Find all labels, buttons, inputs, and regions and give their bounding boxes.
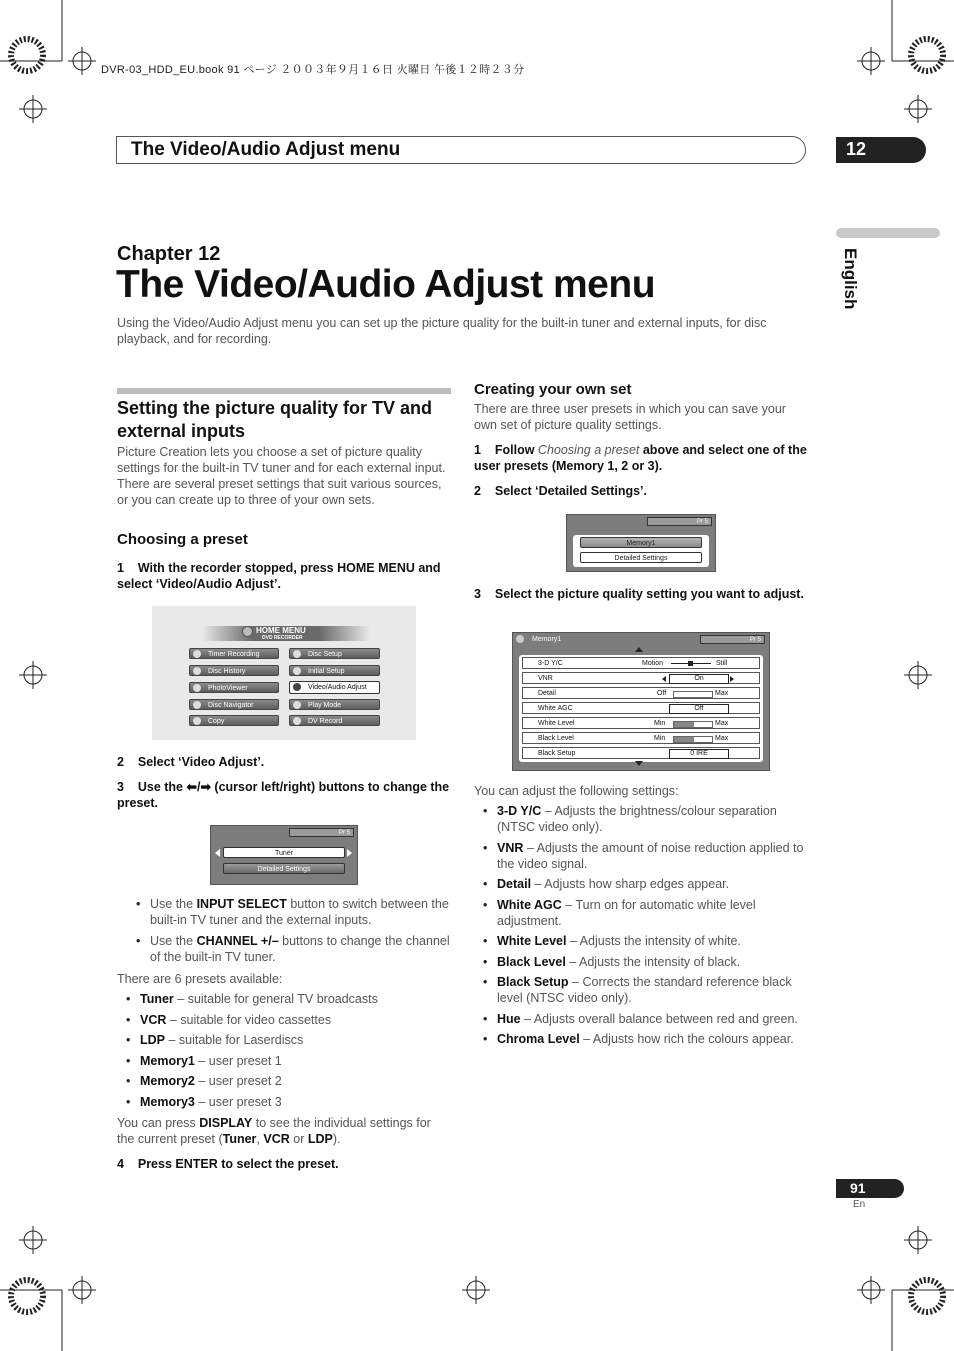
scroll-down-icon[interactable] (635, 761, 643, 766)
step-text: Select ‘Video Adjust’. (137, 755, 265, 769)
step-text: Press ENTER to select the preset. (137, 1157, 339, 1171)
step-text: Select the picture quality setting you want to adjust. (494, 587, 804, 601)
presets-list (117, 991, 451, 1114)
list-item: • White Level – Adjusts the intensity of white. (474, 933, 808, 949)
step-text: With the recorder stopped, press HOME MENU and select ‘Video/Audio Adjust’. (117, 561, 441, 591)
menu-item-video-audio-adjust[interactable]: Video/Audio Adjust (289, 681, 380, 694)
step-3: 3 Use the ⬅/➡ (cursor left/right) buttons to change the preset. (117, 780, 450, 810)
menu-item-dv-record[interactable]: DV Record (289, 715, 380, 726)
screen-title: Memory1 (532, 636, 562, 643)
chapter-label: Chapter 12 (117, 243, 221, 265)
list-item: • Use the INPUT SELECT button to switch between the built-in TV tuner and the external inputs. (127, 896, 451, 928)
arrow-right-icon[interactable] (730, 676, 734, 682)
subheading-creating-set: Creating your own set (474, 381, 632, 398)
arrow-left-icon[interactable] (215, 849, 220, 857)
section-rule (117, 388, 451, 394)
list-item: • Detail – Adjusts how sharp edges appear. (474, 876, 808, 892)
setting-row-black-level[interactable]: Black Level Min Max (522, 732, 760, 744)
language-label: English (841, 248, 860, 310)
play-icon (293, 701, 301, 709)
list-item: • Memory1 – user preset 1 (117, 1053, 451, 1069)
list-item: • VNR – Adjusts the amount of noise reduction applied to the video signal. (474, 840, 808, 872)
list-item: • White AGC – Turn on for automatic white level adjustment. (474, 897, 808, 929)
section-heading: Setting the picture quality for TV and external inputs (117, 398, 433, 441)
chapter-number: 12 (846, 139, 867, 159)
disc-icon (516, 635, 524, 643)
step-number: 1 (474, 443, 481, 457)
page-title: The Video/Audio Adjust menu (116, 263, 656, 306)
step-number: 3 (474, 587, 481, 601)
menu-item-play-mode[interactable]: Play Mode (289, 699, 380, 710)
channel-indicator: Pr 5 (700, 635, 765, 644)
step-text: Select ‘Detailed Settings’. (494, 484, 647, 498)
menu-item-disc-navigator[interactable]: Disc Navigator (189, 699, 279, 710)
step-number: 2 (474, 484, 481, 498)
menu-item-timer-recording[interactable]: Timer Recording (189, 648, 279, 659)
dv-icon (293, 717, 301, 725)
step-number: 1 (117, 561, 124, 575)
menu-item-disc-history[interactable]: Disc History (189, 665, 279, 676)
input-channel-bullets (117, 896, 451, 969)
page-number-tab (836, 1179, 904, 1198)
detailed-settings-button[interactable]: Detailed Settings (580, 552, 702, 563)
preset-value[interactable]: Tuner (223, 847, 345, 858)
file-header: DVR-03_HDD_EU.book 91 ページ ２００３年９月１６日 火曜日 午後１２時２３分 (101, 64, 525, 76)
intro-paragraph: Using the Video/Audio Adjust menu you can set up the picture quality for the built-in tuner and external inputs, for disc playback, and for recording. (117, 316, 767, 346)
detailed-settings-screen (512, 632, 770, 771)
step-4 (117, 1156, 339, 1172)
menu-item-copy[interactable]: Copy (189, 715, 279, 726)
channel-indicator: Pr 5 (647, 517, 712, 526)
setting-row-vnr[interactable]: VNR On (522, 672, 760, 684)
list-item: • VCR – suitable for video cassettes (117, 1012, 451, 1028)
step-number: 2 (117, 755, 124, 769)
settings-intro: You can adjust the following settings: (474, 784, 679, 798)
setting-row-3d-yc[interactable]: 3-D Y/C Motion Still (522, 657, 760, 669)
arrow-right-icon[interactable] (347, 849, 352, 857)
slider-track[interactable] (673, 736, 713, 743)
section-header-title: The Video/Audio Adjust menu (131, 139, 401, 160)
page-number: 91 (850, 1180, 866, 1196)
slider-track[interactable] (673, 691, 713, 698)
setting-row-black-setup[interactable]: Black Setup 0 IRE (522, 747, 760, 759)
memory-screen (566, 514, 716, 572)
section-header-bar (116, 136, 806, 164)
section-paragraph: Picture Creation lets you choose a set of picture quality settings for the built-in TV tuner and for each external input. There are several preset settings that suit various sources, or you can create up to three of your own sets. (117, 445, 446, 507)
menu-item-photoviewer[interactable]: PhotoViewer (189, 682, 279, 693)
settings-list (474, 803, 808, 1052)
list-item: • LDP – suitable for Laserdiscs (117, 1032, 451, 1048)
language-tab (836, 248, 866, 328)
step-1 (117, 560, 451, 592)
display-note: You can press DISPLAY to see the individual settings for the current preset (Tuner, VCR or LDP). (117, 1116, 431, 1146)
step-2 (117, 754, 264, 770)
right-step-1: 1 Follow Choosing a preset above and select one of the user presets (Memory 1, 2 or 3). (474, 443, 807, 473)
clock-icon (193, 650, 201, 658)
list-item: • Memory2 – user preset 2 (117, 1073, 451, 1089)
menu-item-initial-setup[interactable]: Initial Setup (289, 665, 380, 676)
slider-track[interactable] (673, 721, 713, 728)
home-menu-subtitle: DVD RECORDER (262, 635, 303, 641)
navigator-icon (193, 701, 201, 709)
language-code: En (853, 1199, 866, 1210)
step-number: 4 (117, 1157, 124, 1171)
setup-icon (293, 667, 301, 675)
presets-intro: There are 6 presets available: (117, 972, 283, 986)
arrow-left-icon[interactable] (662, 676, 666, 682)
list-item: • Hue – Adjusts overall balance between red and green. (474, 1011, 808, 1027)
right-step-2 (474, 483, 647, 499)
scroll-up-icon[interactable] (635, 647, 643, 652)
list-item: • Use the CHANNEL +/– buttons to change the channel of the built-in TV tuner. (127, 933, 451, 965)
channel-indicator: Pr 5 (289, 828, 354, 837)
disc-setup-icon (293, 650, 301, 658)
disc-icon (242, 626, 253, 637)
list-item: • Tuner – suitable for general TV broadcasts (117, 991, 451, 1007)
list-item: • 3-D Y/C – Adjusts the brightness/colour separation (NTSC video only). (474, 803, 808, 835)
chapter-number-tab (836, 137, 926, 163)
disc-icon (193, 667, 201, 675)
cursor-arrows-icon: ⬅/➡ (186, 780, 211, 794)
detailed-settings-button[interactable]: Detailed Settings (223, 863, 345, 874)
setting-row-detail[interactable]: Detail Off Max (522, 687, 760, 699)
right-step-3 (474, 586, 808, 602)
subheading-choosing-preset: Choosing a preset (117, 531, 248, 548)
list-item: • Black Level – Adjusts the intensity of black. (474, 954, 808, 970)
step-number: 3 (117, 780, 124, 794)
memory-preset-value[interactable]: Memory1 (580, 537, 702, 548)
setting-row-white-level[interactable]: White Level Min Max (522, 717, 760, 729)
setting-row-white-agc[interactable]: White AGC Off (522, 702, 760, 714)
menu-item-disc-setup[interactable]: Disc Setup (289, 648, 380, 659)
list-item: • Memory3 – user preset 3 (117, 1094, 451, 1110)
slider-knob[interactable] (688, 661, 693, 666)
language-tab-bar (836, 228, 940, 238)
creating-set-paragraph: There are three user presets in which you can save your own set of picture quality settings. (474, 402, 786, 432)
list-item: • Black Setup – Corrects the standard reference black level (NTSC video only). (474, 974, 808, 1006)
photo-icon (193, 684, 201, 692)
adjust-icon (293, 683, 301, 691)
home-menu-title: HOME MENU (256, 626, 306, 635)
copy-icon (193, 717, 201, 725)
home-menu-screen (152, 606, 416, 740)
preset-screen (210, 825, 358, 885)
list-item: • Chroma Level – Adjusts how rich the colours appear. (474, 1031, 808, 1047)
